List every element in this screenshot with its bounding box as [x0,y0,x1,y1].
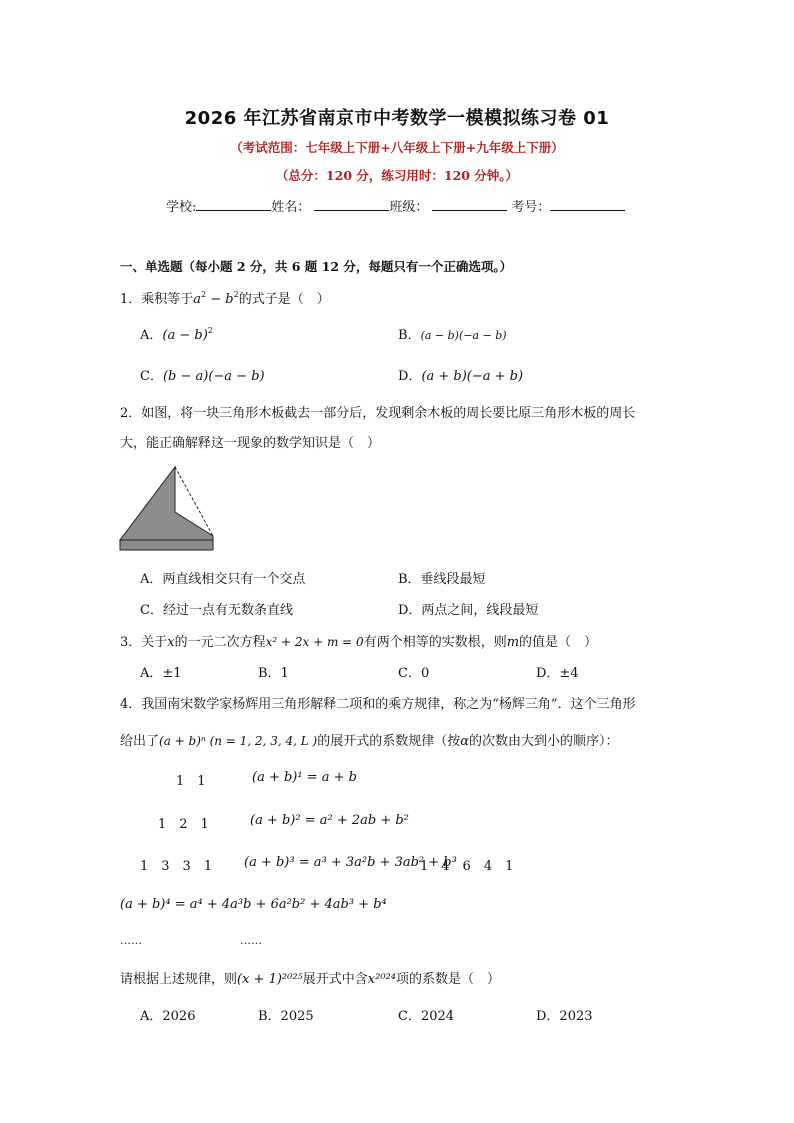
board-base [120,540,213,550]
q2-stem-line2: 大，能正确解释这一现象的数学知识是（ ） [120,436,381,451]
section-heading: 一、单选题（每小题 2 分，共 6 题 12 分，每题只有一个正确选项。） [120,259,513,274]
q1-option-a-expr: (a − b) [162,328,208,343]
q2-option-c[interactable]: C．经过一点有无数条直线 [140,603,293,618]
q4-question [120,968,500,987]
ellipsis-right: …… [240,934,262,947]
q1-option-d-expr: (a + b)(−a + b) [421,369,524,384]
exam-scope: （考试范围：七年级上下册+八年级上下册+九年级上下册） [230,140,564,155]
class-blank[interactable] [432,198,507,211]
q1-suffix: 的式子是（ ） [238,292,330,307]
q2-option-d[interactable]: D．两点之间，线段最短 [398,603,539,618]
q1-prefix: 1．乘积等于 [120,292,194,307]
triangle-board-figure [118,462,218,554]
q3-prefix: 3．关于 [120,635,168,650]
name-blank[interactable] [314,198,389,211]
yanghui-row3-expr: (a + b)³ = a³ + 3a²b + 3ab² + b³ [244,855,457,870]
q4-option-c[interactable]: C．2024 [398,1009,455,1024]
q3-option-c[interactable]: C．0 [398,666,430,681]
q4-ask-term: x²⁰²⁴ [367,972,396,987]
yanghui-row1-coef: 1 1 [176,774,206,789]
name-label: 姓名： [271,200,311,215]
q3-stem [120,631,597,650]
q1-option-a[interactable]: A．$(a - b)^2$ [140,326,213,343]
q4-line2-alpha: α [460,734,469,749]
q1-option-c[interactable] [140,365,265,384]
number-label: 考号： [511,200,551,215]
class-label: 班级： [389,200,429,215]
remaining-board-shape [120,467,213,540]
school-blank[interactable] [196,198,271,211]
q4-option-b[interactable]: B．2025 [258,1009,314,1024]
q4-stem-line1: 4．我国南宋数学家杨辉用三角形解释二项和的乘方规律，称之为“杨辉三角”．这个三角形 [120,697,636,712]
number-blank[interactable] [550,198,625,211]
q4-line2-expr: (a + b)ⁿ (n = 1, 2, 3, 4, L ) [159,734,318,748]
q4-stem-line2 [120,730,619,749]
q1-option-d[interactable] [398,365,523,384]
q1-option-c-expr: (b − a)(−a − b) [162,369,265,384]
page-title: 2026 年江苏省南京市中考数学一模模拟练习卷 01 [184,108,610,129]
q4-option-a[interactable]: A．2026 [140,1009,196,1024]
q1-expr-b: − b [206,292,234,307]
yanghui-row1-expr: (a + b)¹ = a + b [252,770,357,785]
q1-option-b[interactable] [398,324,507,343]
q4-line2-b: 的展开式的系数规律（按 [317,734,461,749]
q1-option-a-label: A． [140,328,163,343]
q4-ask-b: 展开式中含 [302,972,368,987]
yanghui-row4-expr: (a + b)⁴ = a⁴ + 4a³b + 6a²b² + 4ab³ + b⁴ [120,897,387,912]
q4-line2-a: 给出了 [120,734,160,749]
q3-var-x: x [167,635,175,650]
score-time: （总分：120 分，练习用时：120 分钟。） [275,168,519,183]
yanghui-row2-expr: (a + b)² = a² + 2ab + b² [250,813,409,828]
q3-option-a[interactable]: A．±1 [140,666,182,681]
q1-option-b-expr: (a − b)(−a − b) [420,329,507,342]
q1-option-b-label: B． [398,328,421,343]
q3-suffix: 的值是（ ） [519,635,598,650]
q4-ask-c: 项的系数是（ ） [395,972,500,987]
q3-equation: x² + 2x + m = 0 [265,635,364,649]
q3-option-b[interactable]: B．1 [258,666,289,681]
q2-stem-line1: 2．如图，将一块三角形木板截去一部分后，发现剩余木板的周长要比原三角形木板的周长 [120,406,636,421]
q3-mid: 的一元二次方程 [174,635,266,650]
q3-mid2: 有两个相等的实数根，则 [363,635,507,650]
yanghui-row4-coef: 1 4 6 4 1 [420,859,514,874]
q4-ask-expr: (x + 1)²⁰²⁵ [237,972,303,987]
q4-option-d[interactable]: D．2023 [536,1009,593,1024]
yanghui-row2-coef: 1 2 1 [158,817,209,832]
ellipsis-left: …… [120,934,142,947]
q3-option-d[interactable]: D．±4 [536,666,579,681]
school-label: 学校: [166,200,197,215]
q1-option-d-label: D． [398,369,422,384]
yanghui-row3-coef: 1 3 3 1 [140,859,213,874]
q2-option-a[interactable]: A．两直线相交只有一个交点 [140,572,306,587]
q1-expr-a: a [193,292,202,307]
question-1-stem: 1．乘积等于$a^2 - b^2$的式子是（ ） [120,290,330,307]
q4-line2-c: 的次数由大到小的顺序）： [469,734,619,749]
q4-ask-a: 请根据上述规律，则 [120,972,238,987]
q1-option-c-label: C． [140,369,163,384]
q3-var-m: m [506,635,520,650]
student-info-row [166,196,625,215]
q2-option-b[interactable]: B．垂线段最短 [398,572,486,587]
